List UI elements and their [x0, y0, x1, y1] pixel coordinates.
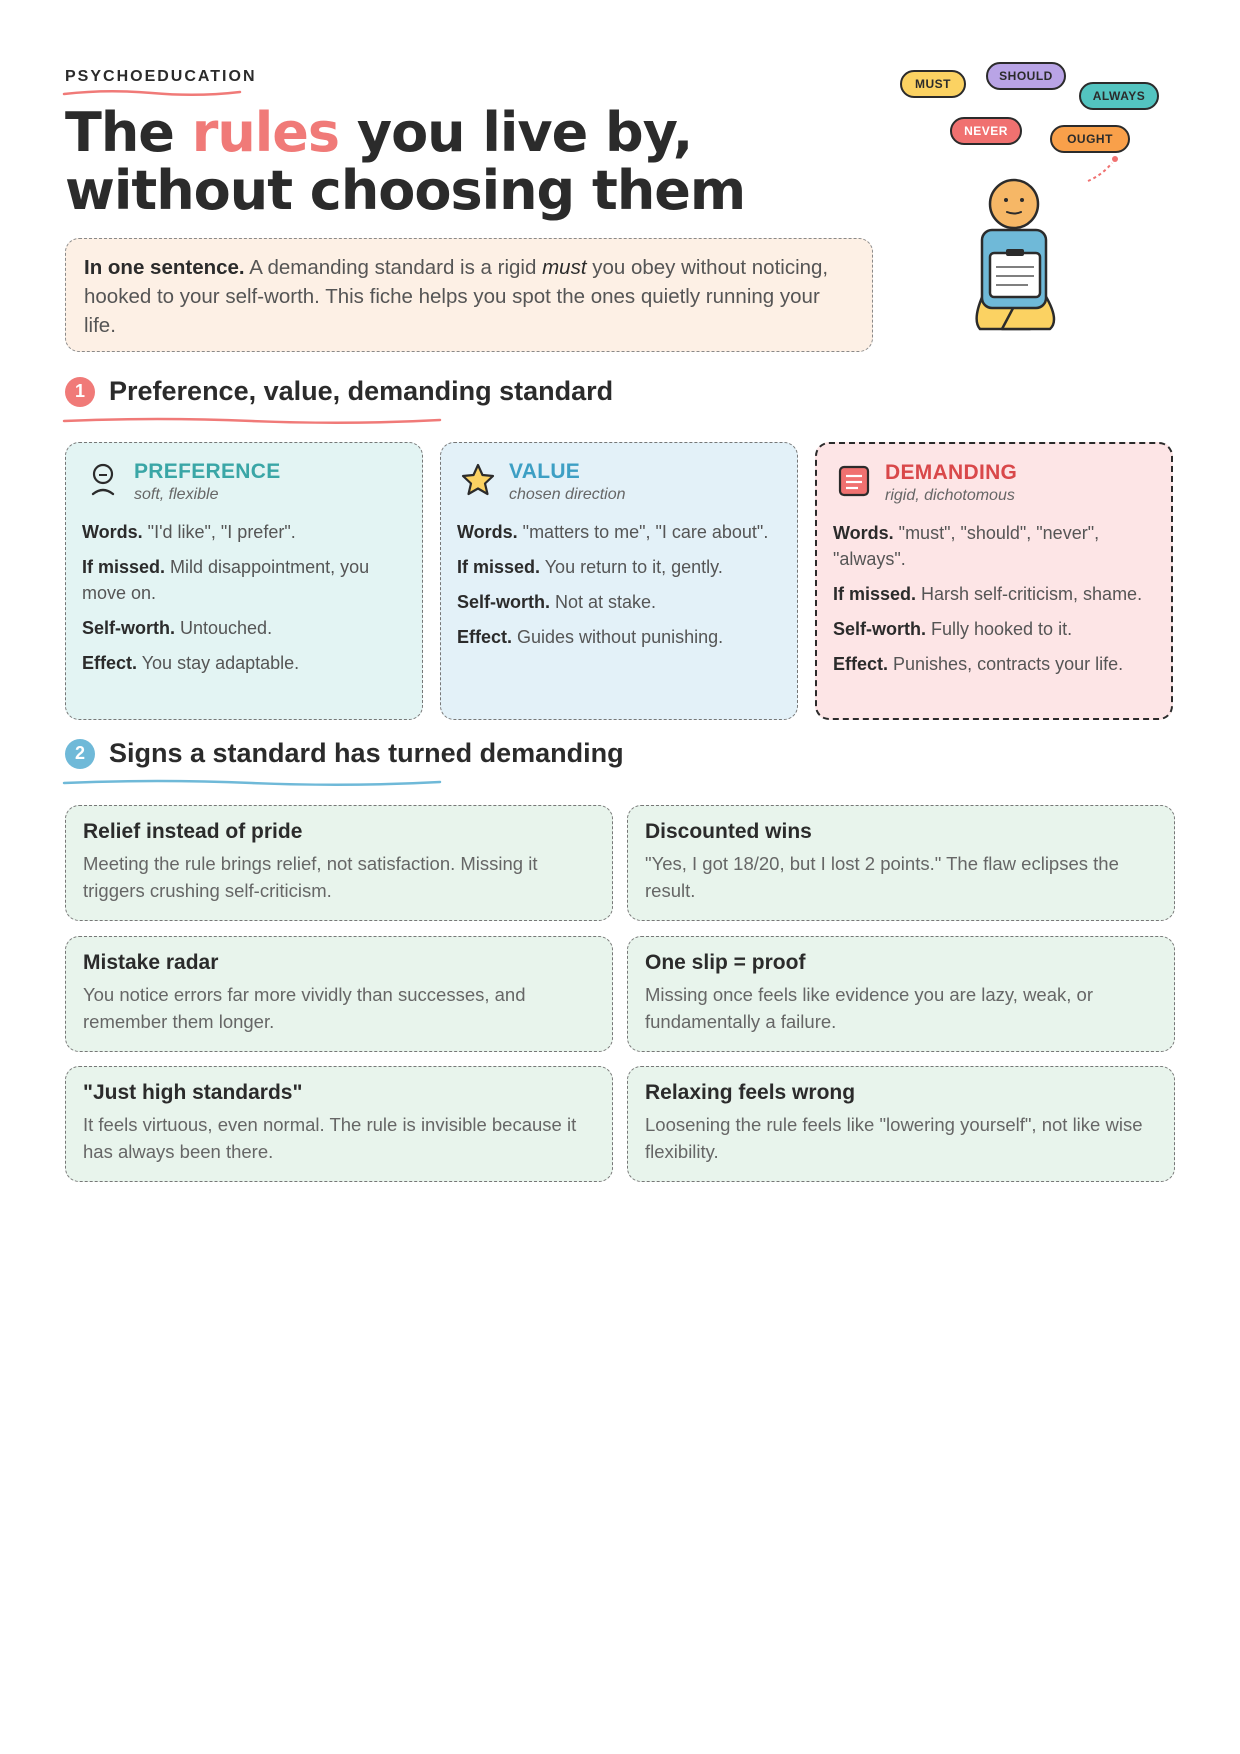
- sign-body: Missing once feels like evidence you are lazy, weak, or fundamentally a failure.: [645, 984, 1093, 1032]
- sign-body: You notice errors far more vividly than successes, and remember them longer.: [83, 984, 526, 1032]
- pill-ought: OUGHT: [1050, 125, 1130, 153]
- sign-body: Meeting the rule brings relief, not satisfaction. Missing it triggers crushing self-criticism.: [83, 853, 538, 901]
- sign-card: [65, 1066, 613, 1182]
- sign-title: One slip = proof: [645, 951, 806, 974]
- card-demanding: [815, 442, 1173, 720]
- card-row-effect: Effect. Guides without punishing.: [457, 627, 724, 647]
- card-row-if-missed: If missed. Mild disappointment, you move on.: [82, 557, 370, 603]
- eyebrow-underline: [62, 88, 242, 98]
- neutral-face-icon: [82, 459, 124, 501]
- pill-never: NEVER: [950, 117, 1022, 145]
- sign-card: [627, 936, 1175, 1052]
- page-title: The rules you live by, without choosing them: [65, 101, 746, 222]
- sign-title: Discounted wins: [645, 820, 812, 843]
- card-preference: [65, 442, 423, 720]
- pill-always: ALWAYS: [1079, 82, 1159, 110]
- person-illustration: [880, 55, 1180, 345]
- pill-must: MUST: [900, 70, 966, 98]
- card-subtitle: chosen direction: [509, 486, 626, 503]
- card-row-self-worth: Self-worth. Untouched.: [82, 618, 273, 638]
- sign-body: It feels virtuous, even normal. The rule is invisible because it has always been there.: [83, 1114, 577, 1162]
- card-row-if-missed: If missed. You return to it, gently.: [457, 557, 723, 577]
- card-subtitle: rigid, dichotomous: [885, 487, 1015, 504]
- pill-should: SHOULD: [986, 62, 1066, 90]
- card-row-self-worth: Self-worth. Not at stake.: [457, 592, 657, 612]
- sign-title: Relief instead of pride: [83, 820, 303, 843]
- section-1-number: 1: [65, 377, 95, 407]
- card-row-words: Words. "matters to me", "I care about".: [457, 522, 769, 542]
- section-2-number: 2: [65, 739, 95, 769]
- card-row-self-worth: Self-worth. Fully hooked to it.: [833, 619, 1073, 639]
- card-title: PREFERENCE: [134, 460, 281, 483]
- sign-title: Mistake radar: [83, 951, 219, 974]
- sign-body: "Yes, I got 18/20, but I lost 2 points." The flaw eclipses the result.: [645, 853, 1119, 901]
- sign-body: Loosening the rule feels like "lowering yourself", not like wise flexibility.: [645, 1114, 1143, 1162]
- card-row-words: Words. "I'd like", "I prefer".: [82, 522, 296, 542]
- sign-card: [627, 1066, 1175, 1182]
- section-2-title: Signs a standard has turned demanding: [109, 738, 624, 768]
- card-value: [440, 442, 798, 720]
- sign-card: [65, 805, 613, 921]
- summary-box: In one sentence. A demanding standard is a rigid must you obey without noticing, hooked to your self-worth. This fiche helps you spot the ones quietly running your life.: [65, 238, 873, 352]
- eyebrow-label: PSYCHOEDUCATION: [65, 68, 257, 85]
- rule-list-icon: [833, 460, 875, 502]
- title-accent: rules: [191, 101, 340, 164]
- card-row-effect: Effect. You stay adaptable.: [82, 653, 300, 673]
- sign-card: [627, 805, 1175, 921]
- section-1-header: [65, 376, 613, 407]
- section-1-underline: [62, 416, 442, 426]
- sign-title: Relaxing feels wrong: [645, 1081, 856, 1104]
- section-2-header: [65, 738, 624, 769]
- star-icon: [457, 459, 499, 501]
- card-title: VALUE: [509, 460, 581, 483]
- card-title: DEMANDING: [885, 461, 1018, 484]
- section-1-title: Preference, value, demanding standard: [109, 376, 614, 406]
- card-row-words: Words. "must", "should", "never", "always".: [833, 523, 1100, 569]
- sign-title: "Just high standards": [83, 1081, 303, 1104]
- card-row-effect: Effect. Punishes, contracts your life.: [833, 654, 1124, 674]
- card-row-if-missed: If missed. Harsh self-criticism, shame.: [833, 584, 1143, 604]
- card-subtitle: soft, flexible: [134, 486, 219, 503]
- section-2-underline: [62, 778, 442, 788]
- sign-card: [65, 936, 613, 1052]
